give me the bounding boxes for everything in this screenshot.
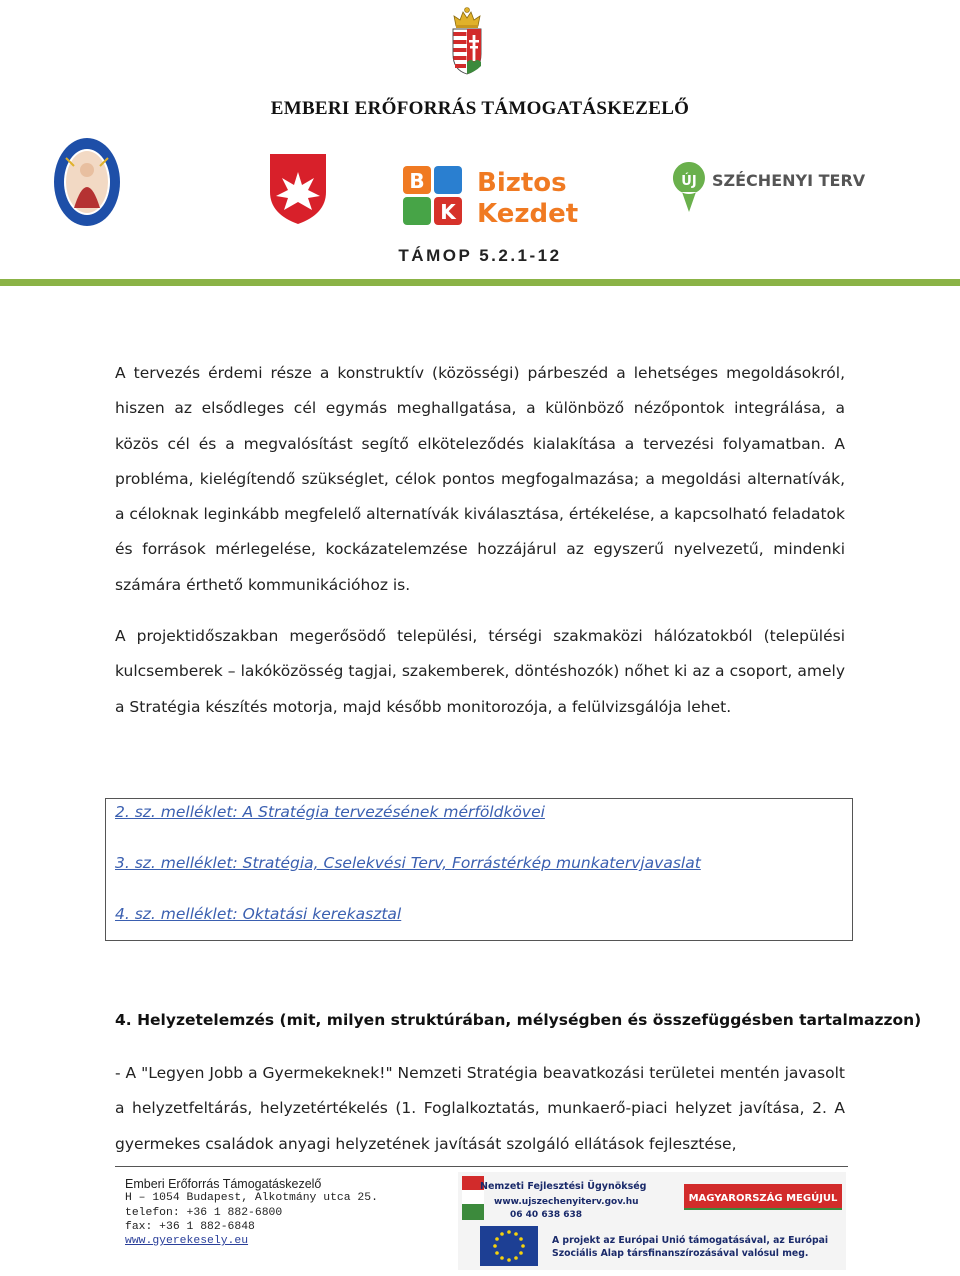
footer-fax: fax: +36 1 882-6848 xyxy=(125,1220,255,1233)
banner-eu-text-1: A projekt az Európai Unió támogatásával, az Európai xyxy=(552,1235,829,1246)
footer-phone: telefon: +36 1 882-6800 xyxy=(125,1206,283,1219)
banner-agency: Nemzeti Fejlesztési Ügynökség xyxy=(480,1181,647,1192)
bk-letter-b: B xyxy=(409,169,425,193)
banner-agency-phone: 06 40 638 638 xyxy=(510,1210,583,1220)
banner-agency-url: www.ujszechenyiterv.gov.hu xyxy=(494,1197,639,1207)
banner-eu-text-2: Szociális Alap társfinanszírozásával valósul meg. xyxy=(552,1248,809,1259)
footer-org-name: Emberi Erőforrás Támogatáskezelő xyxy=(125,1177,322,1191)
annex-4-link[interactable]: 4. sz. melléklet: Oktatási kerekasztal xyxy=(115,905,402,923)
bk-word-biztos: Biztos xyxy=(477,168,567,198)
uj-szechenyi-terv-logo xyxy=(670,158,866,216)
academy-seal-logo-icon xyxy=(52,136,122,228)
bk-word-kezdet: Kezdet xyxy=(477,199,579,228)
paragraph-national-strategy: - A "Legyen Jobb a Gyermekeknek!" Nemzeti Stratégia beavatkozási területei mentén javasolt a helyzetfeltárás, helyzetértékelés (1. Foglalkoztatás, munkaerő-piaci helyzet javítása, 2. A gyermekes családok anyagi helyzetének javítását szolgáló ellátások fejlesztése, xyxy=(115,1064,845,1153)
header-divider xyxy=(0,279,960,286)
maltese-cross-shield-logo-icon xyxy=(268,152,328,226)
footer-website-link[interactable]: www.gyerekesely.eu xyxy=(125,1235,249,1248)
biztos-kezdet-logo xyxy=(403,164,583,228)
program-code: TÁMOP 5.2.1-12 xyxy=(398,246,562,265)
footer-contact-block xyxy=(125,1177,378,1248)
organization-title: EMBERI ERŐFORRÁS TÁMOGATÁSKEZELŐ xyxy=(270,98,690,119)
annex-3-link[interactable]: 3. sz. melléklet: Stratégia, Cselekvési Terv, Forrástérkép munkatervjavaslat xyxy=(115,854,701,872)
hungarian-coat-of-arms-icon xyxy=(449,6,485,76)
footer-address: H – 1054 Budapest, Alkotmány utca 25. xyxy=(125,1192,378,1205)
banner-slogan: MAGYARORSZÁG MEGÚJUL xyxy=(688,1193,838,1204)
bk-letter-k: K xyxy=(440,200,456,224)
footer-divider xyxy=(115,1166,848,1167)
szt-name: SZÉCHENYI TERV xyxy=(712,171,866,190)
annex-2-link[interactable]: 2. sz. melléklet: A Stratégia tervezésének mérföldkövei xyxy=(115,803,545,821)
eu-funding-banner xyxy=(458,1172,846,1270)
section-heading-situation-analysis: 4. Helyzetelemzés (mit, milyen struktúrában, mélységben és összefüggésben tartalmazzon) xyxy=(115,1011,922,1029)
paragraph-project-period: A projektidőszakban megerősödő települési, térségi szakmaközi hálózatokból (települési kulcsemberek – lakóközösség tagjai, szakemberek, döntéshozók) nőhet ki az a csoport, amely a Stratégia készítés motorja, majd később monitorozója, a felülvizsgálója lehet. xyxy=(115,627,845,716)
szt-prefix: ÚJ xyxy=(681,174,697,189)
paragraph-planning-dialogue: A tervezés érdemi része a konstruktív (közösségi) párbeszéd a lehetséges megoldásokról, hiszen az elsődleges cél egymás meghallgatása, a különböző nézőpontok integrálása, a közös cél és a megvalósítást segítő elköteleződés kialakítása a tervezési folyamatban. A probléma, kielégítendő szükséglet, célok pontos megfogalmazása; a megoldási alternatívák, a céloknak leginkább megfelelő alternatívák kiválasztása, értékelése, a kapcsolható feladatok és források mérlegelése, kockázatelemzése hozzájárul az egyszerű nyelvezetű, mindenki számára érthető kommunikációhoz is. xyxy=(115,364,846,594)
